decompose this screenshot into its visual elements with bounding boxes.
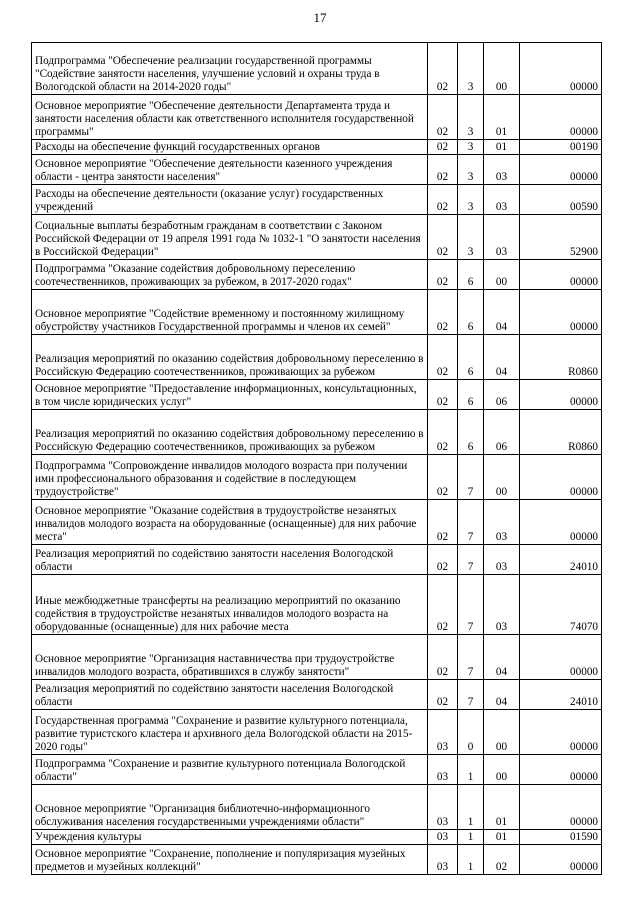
subprogram-code: 7 (458, 635, 484, 680)
subprogram-code: 1 (458, 845, 484, 875)
expense-name: Подпрограмма "Сохранение и развитие культурного потенциала Вологодской области" (32, 755, 428, 785)
expense-name: Основное мероприятие "Предоставление информационных, консультационных, в том числе юридических услуг" (32, 380, 428, 410)
program-code: 02 (428, 335, 458, 380)
subprogram-code: 7 (458, 575, 484, 635)
table-row (32, 410, 602, 455)
activity-code: 06 (484, 380, 520, 410)
expense-name: Иные межбюджетные трансферты на реализацию мероприятий по оказанию содействия в трудоустройстве незанятых инвалидов молодого возраста на оборудованные (оснащенные) для них рабочие места (32, 575, 428, 635)
direction-code: 00000 (520, 290, 602, 335)
direction-code: 00000 (520, 95, 602, 140)
activity-code: 01 (484, 785, 520, 830)
expense-name: Реализация мероприятий по оказанию содействия добровольному переселению в Российскую Федерацию соотечественников, проживающих за рубежом (32, 335, 428, 380)
program-code: 02 (428, 635, 458, 680)
table-row (32, 140, 602, 155)
table-row (32, 680, 602, 710)
activity-code: 00 (484, 455, 520, 500)
direction-code: 24010 (520, 545, 602, 575)
subprogram-code: 6 (458, 380, 484, 410)
activity-code: 00 (484, 755, 520, 785)
direction-code: R0860 (520, 410, 602, 455)
subprogram-code: 7 (458, 680, 484, 710)
direction-code: 00000 (520, 785, 602, 830)
direction-code: 00000 (520, 155, 602, 185)
budget-classification-table (31, 42, 602, 875)
table-row (32, 635, 602, 680)
subprogram-code: 3 (458, 95, 484, 140)
direction-code: 00590 (520, 185, 602, 215)
program-code: 03 (428, 755, 458, 785)
expense-name: Подпрограмма "Оказание содействия добровольному переселению соотечественников, проживающих за рубежом, в 2017-2020 годах" (32, 260, 428, 290)
expense-name: Учреждения культуры (32, 830, 428, 845)
subprogram-code: 1 (458, 785, 484, 830)
activity-code: 04 (484, 290, 520, 335)
program-code: 02 (428, 140, 458, 155)
table-row (32, 755, 602, 785)
program-code: 02 (428, 575, 458, 635)
table-row (32, 260, 602, 290)
program-code: 02 (428, 185, 458, 215)
table-row (32, 185, 602, 215)
table-row (32, 830, 602, 845)
program-code: 03 (428, 710, 458, 755)
subprogram-code: 6 (458, 260, 484, 290)
direction-code: 00000 (520, 260, 602, 290)
activity-code: 01 (484, 830, 520, 845)
expense-name: Расходы на обеспечение функций государственных органов (32, 140, 428, 155)
expense-name: Подпрограмма "Сопровождение инвалидов молодого возраста при получении ими профессионального образования и содействие в последующем трудоустройстве" (32, 455, 428, 500)
table-row (32, 500, 602, 545)
program-code: 02 (428, 500, 458, 545)
activity-code: 03 (484, 545, 520, 575)
table-row (32, 290, 602, 335)
subprogram-code: 3 (458, 155, 484, 185)
table-row (32, 43, 602, 95)
expense-name: Подпрограмма "Обеспечение реализации государственной программы "Содействие занятости населения, улучшение условий и охраны труда в Вологодской области на 2014-2020 годы" (32, 43, 428, 95)
table-row (32, 455, 602, 500)
direction-code: 00000 (520, 455, 602, 500)
table-row (32, 380, 602, 410)
expense-name: Основное мероприятие "Организация библиотечно-информационного обслуживания населения государственными учреждениями области" (32, 785, 428, 830)
program-code: 02 (428, 43, 458, 95)
program-code: 02 (428, 545, 458, 575)
direction-code: 00000 (520, 380, 602, 410)
table-row (32, 710, 602, 755)
subprogram-code: 3 (458, 215, 484, 260)
activity-code: 03 (484, 500, 520, 545)
subprogram-code: 6 (458, 290, 484, 335)
direction-code: 00000 (520, 845, 602, 875)
expense-name: Расходы на обеспечение деятельности (оказание услуг) государственных учреждений (32, 185, 428, 215)
activity-code: 02 (484, 845, 520, 875)
expense-name: Основное мероприятие "Сохранение, пополнение и популяризация музейных предметов и музейных коллекций" (32, 845, 428, 875)
table-row (32, 845, 602, 875)
activity-code: 01 (484, 140, 520, 155)
direction-code: 01590 (520, 830, 602, 845)
activity-code: 06 (484, 410, 520, 455)
direction-code: 00190 (520, 140, 602, 155)
program-code: 02 (428, 455, 458, 500)
activity-code: 00 (484, 43, 520, 95)
subprogram-code: 1 (458, 830, 484, 845)
program-code: 03 (428, 785, 458, 830)
activity-code: 04 (484, 335, 520, 380)
program-code: 03 (428, 830, 458, 845)
expense-name: Реализация мероприятий по содействию занятости населения Вологодской области (32, 545, 428, 575)
direction-code: 00000 (520, 755, 602, 785)
table-row (32, 95, 602, 140)
subprogram-code: 0 (458, 710, 484, 755)
subprogram-code: 7 (458, 455, 484, 500)
subprogram-code: 3 (458, 185, 484, 215)
expense-name: Социальные выплаты безработным гражданам в соответствии с Законом Российской Федерации от 19 апреля 1991 года № 1032-1 "О занятости населения в Российской Федерации" (32, 215, 428, 260)
activity-code: 01 (484, 95, 520, 140)
subprogram-code: 6 (458, 335, 484, 380)
program-code: 03 (428, 845, 458, 875)
expense-name: Основное мероприятие "Организация наставничества при трудоустройстве инвалидов молодого возраста, обратившихся в службу занятости" (32, 635, 428, 680)
table-row (32, 545, 602, 575)
table-row (32, 785, 602, 830)
direction-code: 00000 (520, 635, 602, 680)
expense-name: Основное мероприятие "Оказание содействия в трудоустройстве незанятых инвалидов молодого возраста на оборудованные (оснащенные) для них рабочие места" (32, 500, 428, 545)
direction-code: 00000 (520, 710, 602, 755)
program-code: 02 (428, 155, 458, 185)
subprogram-code: 3 (458, 43, 484, 95)
expense-name: Реализация мероприятий по оказанию содействия добровольному переселению в Российскую Федерацию соотечественников, проживающих за рубежом (32, 410, 428, 455)
page-number: 17 (313, 10, 327, 25)
subprogram-code: 3 (458, 140, 484, 155)
direction-code: 00000 (520, 500, 602, 545)
program-code: 02 (428, 290, 458, 335)
expense-name: Основное мероприятие "Обеспечение деятельности Департамента труда и занятости населения области как ответственного исполнителя государственной программы" (32, 95, 428, 140)
activity-code: 03 (484, 575, 520, 635)
program-code: 02 (428, 410, 458, 455)
activity-code: 03 (484, 215, 520, 260)
expense-name: Основное мероприятие "Содействие временному и постоянному жилищному обустройству участников Государственной программы и членов их семей" (32, 290, 428, 335)
activity-code: 03 (484, 155, 520, 185)
expense-name: Государственная программа "Сохранение и развитие культурного потенциала, развитие туристского кластера и архивного дела Вологодской области на 2015-2020 годы" (32, 710, 428, 755)
direction-code: R0860 (520, 335, 602, 380)
direction-code: 00000 (520, 43, 602, 95)
expense-name: Основное мероприятие "Обеспечение деятельности казенного учреждения области - центра занятости населения" (32, 155, 428, 185)
table-row (32, 335, 602, 380)
program-code: 02 (428, 260, 458, 290)
direction-code: 52900 (520, 215, 602, 260)
activity-code: 03 (484, 185, 520, 215)
program-code: 02 (428, 680, 458, 710)
subprogram-code: 6 (458, 410, 484, 455)
subprogram-code: 7 (458, 545, 484, 575)
direction-code: 24010 (520, 680, 602, 710)
table-row (32, 215, 602, 260)
activity-code: 00 (484, 260, 520, 290)
direction-code: 74070 (520, 575, 602, 635)
table-row (32, 575, 602, 635)
subprogram-code: 7 (458, 500, 484, 545)
program-code: 02 (428, 380, 458, 410)
subprogram-code: 1 (458, 755, 484, 785)
table-row (32, 155, 602, 185)
activity-code: 04 (484, 680, 520, 710)
activity-code: 04 (484, 635, 520, 680)
expense-name: Реализация мероприятий по содействию занятости населения Вологодской области (32, 680, 428, 710)
program-code: 02 (428, 215, 458, 260)
activity-code: 00 (484, 710, 520, 755)
program-code: 02 (428, 95, 458, 140)
table-body (32, 43, 602, 875)
